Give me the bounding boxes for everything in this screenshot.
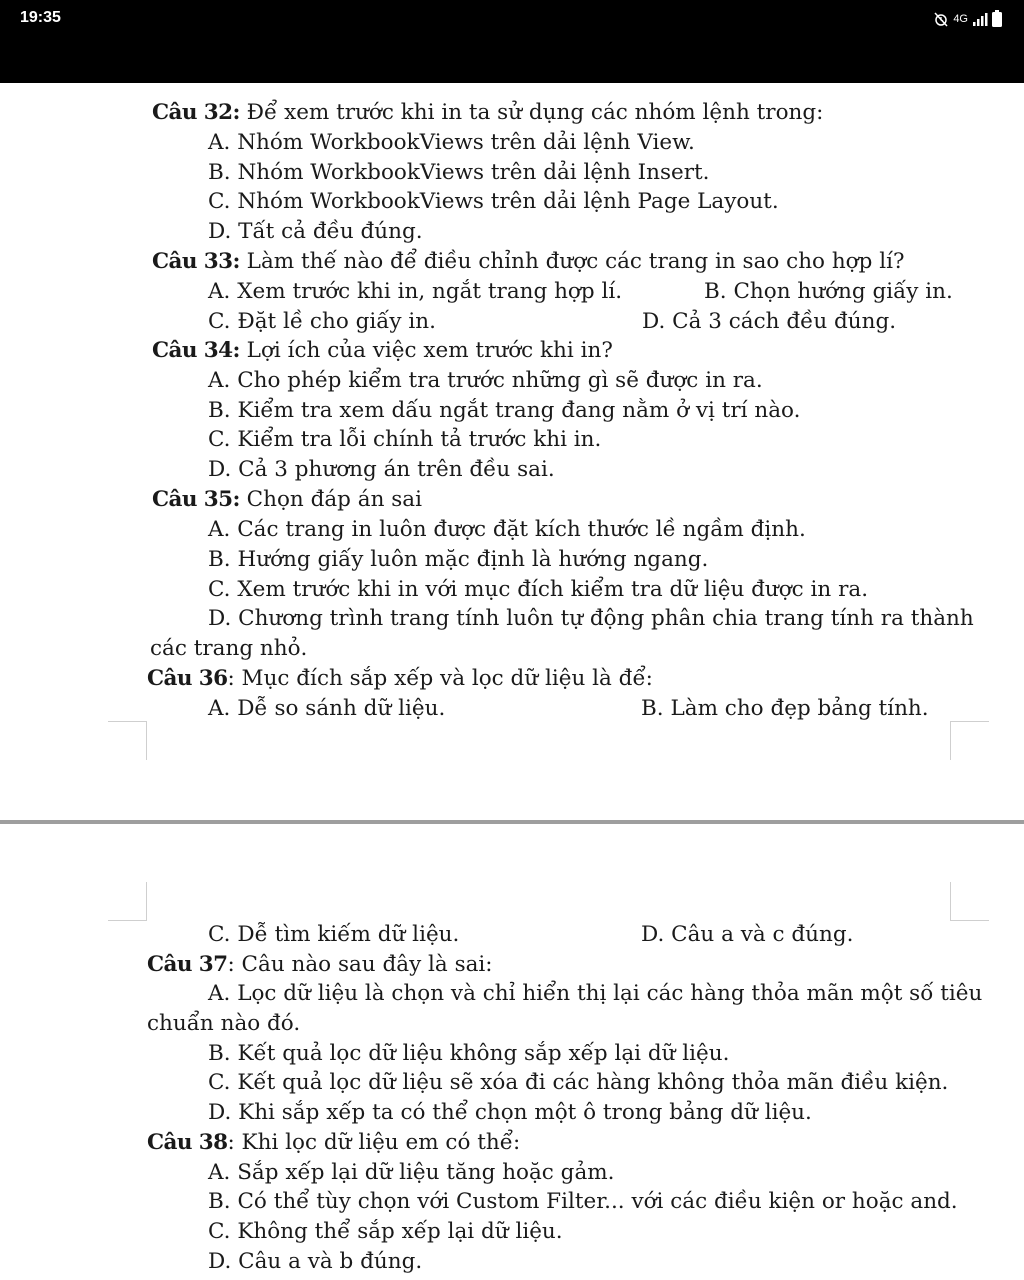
status-icons [933,10,1002,27]
q37-option-b: B. Kết quả lọc dữ liệu không sắp xếp lại dữ liệu. [208,1041,730,1066]
question-number: Câu 32: [152,100,240,125]
q36-option-a: A. Dễ so sánh dữ liệu. [208,696,446,721]
question-number: Câu 36 [147,666,228,691]
q35-option-c: C. Xem trước khi in với mục đích kiểm tra dữ liệu được in ra. [208,577,869,602]
question-number: Câu 38 [147,1130,228,1155]
q35-option-a: A. Các trang in luôn được đặt kích thước lề ngầm định. [208,517,806,542]
network-type: 4G [953,12,968,25]
q33-option-a: A. Xem trước khi in, ngắt trang hợp lí. [208,279,623,304]
question-text: Lợi ích của việc xem trước khi in? [239,338,613,363]
question-text: : Mục đích sắp xếp và lọc dữ liệu là để: [227,666,653,691]
q32-option-c: C. Nhóm WorkbookViews trên dải lệnh Page Layout. [208,189,779,214]
question-number: Câu 37 [147,952,228,977]
question-number: Câu 33: [152,249,240,274]
q38-option-d: D. Câu a và b đúng. [208,1249,423,1274]
page-corner-mark [950,882,989,921]
question-36 [147,666,653,692]
page-corner-mark [108,721,147,760]
q37-option-d: D. Khi sắp xếp ta có thể chọn một ô trong bảng dữ liệu. [208,1100,812,1125]
q33-option-d: D. Cả 3 cách đều đúng. [642,309,897,334]
page-break-divider [0,820,1024,824]
question-text: : Khi lọc dữ liệu em có thể: [227,1130,521,1155]
q38-option-a: A. Sắp xếp lại dữ liệu tăng hoặc gảm. [208,1160,615,1185]
page-corner-mark [950,721,989,760]
q33-option-b: B. Chọn hướng giấy in. [704,279,953,304]
q35-option-d-continued: các trang nhỏ. [150,636,308,661]
q37-option-a: A. Lọc dữ liệu là chọn và chỉ hiển thị lại các hàng thỏa mãn một số tiêu [208,981,983,1006]
page-corner-mark [108,882,147,921]
question-number: Câu 34: [152,338,240,363]
question-34 [152,338,613,364]
q34-option-b: B. Kiểm tra xem dấu ngắt trang đang nằm ở vị trí nào. [208,398,801,423]
question-33 [152,249,905,275]
q32-option-a: A. Nhóm WorkbookViews trên dải lệnh View. [208,130,695,155]
question-37 [147,952,493,978]
signal-icon [972,12,988,26]
q35-option-b: B. Hướng giấy luôn mặc định là hướng ngang. [208,547,709,572]
q37-option-a-continued: chuẩn nào đó. [147,1011,301,1036]
question-text: : Câu nào sau đây là sai: [227,952,493,977]
q38-option-c: C. Không thể sắp xếp lại dữ liệu. [208,1219,563,1244]
question-text: Chọn đáp án sai [239,487,422,512]
q38-option-b: B. Có thể tùy chọn với Custom Filter... với các điều kiện or hoặc and. [208,1189,958,1214]
question-35 [152,487,422,513]
question-text: Để xem trước khi in ta sử dụng các nhóm lệnh trong: [239,100,824,125]
q34-option-c: C. Kiểm tra lỗi chính tả trước khi in. [208,427,602,452]
question-38 [147,1130,520,1156]
battery-icon [992,10,1002,27]
question-text: Làm thế nào để điều chỉnh được các trang in sao cho hợp lí? [239,249,905,274]
q36-option-d: D. Câu a và c đúng. [641,922,854,947]
status-time: 19:35 [20,9,61,26]
q32-option-b: B. Nhóm WorkbookViews trên dải lệnh Insert. [208,160,710,185]
q36-option-c: C. Dễ tìm kiếm dữ liệu. [208,922,460,947]
q34-option-a: A. Cho phép kiểm tra trước những gì sẽ được in ra. [208,368,763,393]
q37-option-c: C. Kết quả lọc dữ liệu sẽ xóa đi các hàng không thỏa mãn điều kiện. [208,1070,949,1095]
q36-option-b: B. Làm cho đẹp bảng tính. [641,696,929,721]
q33-option-c: C. Đặt lề cho giấy in. [208,309,436,334]
q35-option-d: D. Chương trình trang tính luôn tự động phân chia trang tính ra thành [208,606,974,631]
q32-option-d: D. Tất cả đều đúng. [208,219,423,244]
question-number: Câu 35: [152,487,240,512]
status-bar [0,0,1024,83]
q34-option-d: D. Cả 3 phương án trên đều sai. [208,457,555,482]
question-32 [152,100,823,126]
alarm-off-icon [933,11,949,27]
